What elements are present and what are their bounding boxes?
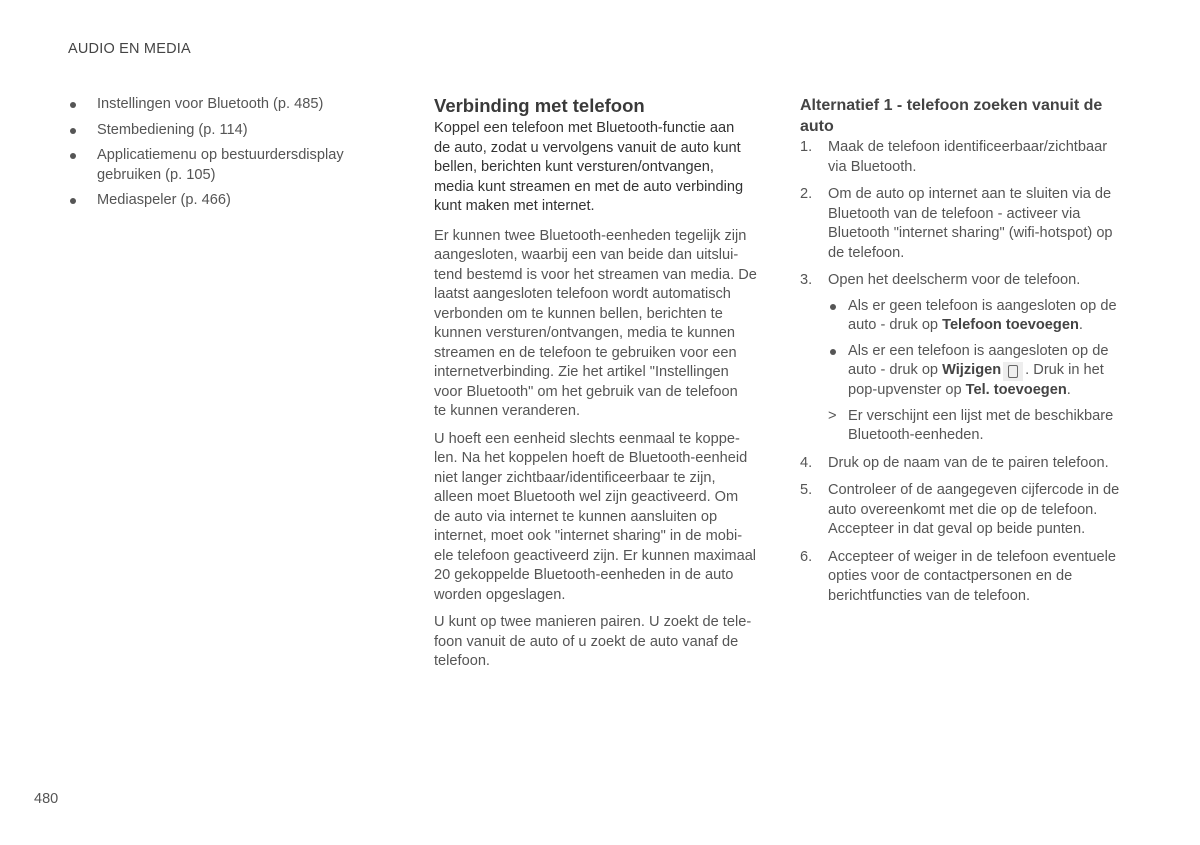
step-number: 1.: [800, 139, 813, 155]
page-number: 480: [34, 791, 59, 807]
step: [800, 481, 1140, 540]
phone-edit-icon: [1003, 362, 1023, 381]
step-text: Druk op de naam van de te pairen telefoon.: [828, 454, 1109, 471]
sub-step-text: Als er een telefoon is aangesloten op de auto - druk op: [848, 342, 1109, 378]
step-result: [828, 407, 1140, 446]
step-text: Maak de telefoon identificeerbaar/zichtbaar via Bluetooth.: [828, 139, 1108, 175]
body-paragraph: U hoeft een eenheid slechts eenmaal te koppe- len. Na het koppelen hoeft de Bluetooth-eenheid niet langer zichtbaar/identificeerbaar te zijn, alleen moet Bluetooth wel zijn geactiveerd. Om de auto via internet te kunnen aansluiten op internet, moet ook "internet sharing" in de mobi- ele telefoon geactiveerd zijn. Er kunnen maximaal 20 gekoppelde Bluetooth-eenheden in de auto worden opgeslagen.: [434, 430, 757, 603]
step-number: 4.: [800, 454, 813, 471]
intro-column: [434, 95, 774, 680]
step-number: 2.: [800, 186, 813, 202]
step-text: Accepteer of weiger in de telefoon eventuele opties voor de contactpersonen en de berichtfuncties van de telefoon.: [828, 548, 1117, 604]
step: [800, 271, 1140, 446]
body-paragraph: Er kunnen twee Bluetooth-eenheden tegelijk zijn aangesloten, waarbij een van beide dan uitslui- tend bestemd is voor het streamen van media. De laatst aangesloten telefoon wordt automatisch verbonden om te kunnen bellen, berichten te kunnen versturen/ontvangen, media te kunnen streamen en de telefoon te gebruiken voor een internetverbinding. Zie het artikel "Instellingen voor Bluetooth" om het gebruik van de telefoon te kunnen veranderen.: [434, 227, 757, 419]
lead-paragraph: Koppel een telefoon met Bluetooth-functie aan de auto, zodat u vervolgens vanuit de auto kunt bellen, berichten kunt versturen/ontvangen, media kunt streamen en met de auto verbinding kunt maken met internet.: [434, 120, 744, 214]
step-text: Open het deelscherm voor de telefoon.: [828, 272, 1081, 288]
body-paragraph: U kunt op twee manieren pairen. U zoekt de tele- foon vanuit de auto of u zoekt de auto vanaf de telefoon.: [434, 614, 752, 669]
related-link[interactable]: Instellingen voor Bluetooth (p. 485): [68, 95, 368, 115]
step-number: 3.: [800, 272, 813, 288]
button-name: Telefoon toevoegen: [942, 317, 1079, 333]
section-title: Verbinding met telefoon: [434, 95, 645, 116]
step-text: Controleer of de aangegeven cijfercode in de auto overeenkomt met die op de telefoon. Accepteer in dat geval op beide punten.: [828, 482, 1120, 537]
step-number: 6.: [800, 548, 813, 565]
sub-step: [828, 342, 1140, 401]
section-header: AUDIO EN MEDIA: [68, 41, 191, 57]
result-marker: >: [828, 407, 837, 424]
button-name: Wijzigen: [942, 362, 1002, 378]
step-text: Om de auto op internet aan te sluiten via de Bluetooth van de telefoon - activeer via Bluetooth "internet sharing" (wifi-hotspot) op de telefoon.: [828, 186, 1113, 261]
related-link[interactable]: Mediaspeler (p. 466): [68, 191, 368, 211]
related-link[interactable]: Stembediening (p. 114): [68, 121, 368, 141]
step: [800, 185, 1140, 263]
step: [800, 138, 1140, 177]
button-name: Tel. toevoegen: [965, 382, 1067, 398]
related-link[interactable]: Applicatiemenu op bestuurdersdisplay gebruiken (p. 105): [68, 146, 368, 185]
step: [800, 548, 1140, 607]
sub-step-text: Als er geen telefoon is aangesloten op de auto - druk op: [848, 297, 1117, 333]
sub-step-text: . Druk in het pop-upvenster op: [848, 362, 1104, 398]
step: [800, 454, 1140, 474]
sub-step-text: .: [1066, 382, 1071, 398]
related-links-column: [68, 95, 368, 217]
step-number: 5.: [800, 482, 813, 498]
steps-column: [800, 95, 1140, 614]
subsection-title: Alternatief 1 - telefoon zoeken vanuit de auto: [800, 97, 1103, 135]
sub-step: [828, 297, 1140, 336]
result-text: Er verschijnt een lijst met de beschikbare Bluetooth-eenheden.: [848, 407, 1114, 443]
sub-step-text: .: [1078, 317, 1083, 333]
